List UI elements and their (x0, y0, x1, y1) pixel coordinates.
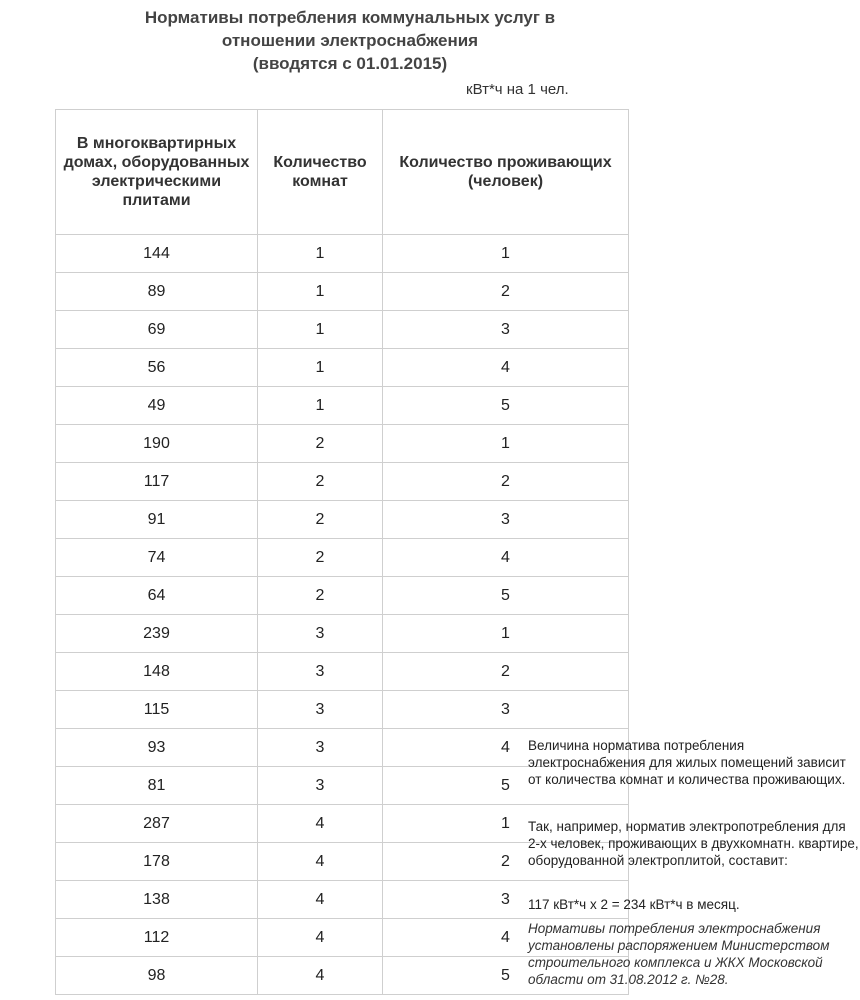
cell-rooms: 4 (258, 919, 383, 957)
cell-residents: 2 (383, 653, 629, 691)
cell-rooms: 2 (258, 425, 383, 463)
cell-residents: 3 (383, 501, 629, 539)
cell-residents: 4 (383, 729, 629, 767)
cell-residents: 3 (383, 691, 629, 729)
header-residents: Количество проживающих (человек) (383, 110, 629, 235)
cell-rooms: 1 (258, 273, 383, 311)
cell-consumption: 98 (56, 957, 258, 995)
cell-rooms: 4 (258, 805, 383, 843)
cell-consumption: 74 (56, 539, 258, 577)
table-row (56, 463, 629, 501)
cell-residents: 2 (383, 463, 629, 501)
cell-consumption: 115 (56, 691, 258, 729)
cell-rooms: 1 (258, 387, 383, 425)
cell-residents: 1 (383, 805, 629, 843)
cell-residents: 5 (383, 577, 629, 615)
cell-consumption: 239 (56, 615, 258, 653)
table-row (56, 273, 629, 311)
table-row (56, 653, 629, 691)
note-legal-source: Нормативы потребления электроснабжения установлены распоряжением Министерством строительного комплекса и ЖКХ Московской области от 31.08.2012 г. №28. (528, 921, 830, 987)
cell-rooms: 3 (258, 615, 383, 653)
table-row (56, 539, 629, 577)
cell-rooms: 3 (258, 691, 383, 729)
cell-consumption: 287 (56, 805, 258, 843)
title-line-2: отношении электроснабжения (221, 31, 479, 50)
cell-consumption: 69 (56, 311, 258, 349)
table-row (56, 387, 629, 425)
cell-consumption: 81 (56, 767, 258, 805)
cell-residents: 2 (383, 273, 629, 311)
cell-rooms: 4 (258, 957, 383, 995)
cell-consumption: 93 (56, 729, 258, 767)
cell-rooms: 4 (258, 881, 383, 919)
title-line-3: (вводятся с 01.01.2015) (252, 54, 448, 73)
document-title (60, 6, 640, 75)
cell-consumption: 89 (56, 273, 258, 311)
cell-consumption: 64 (56, 577, 258, 615)
cell-residents: 4 (383, 349, 629, 387)
cell-residents: 5 (383, 957, 629, 995)
table-row (56, 577, 629, 615)
table-row (56, 501, 629, 539)
cell-consumption: 144 (56, 235, 258, 273)
cell-consumption: 190 (56, 425, 258, 463)
table-row (56, 691, 629, 729)
cell-consumption: 178 (56, 843, 258, 881)
title-line-1: Нормативы потребления коммунальных услуг в (144, 8, 556, 27)
cell-consumption: 91 (56, 501, 258, 539)
cell-residents: 2 (383, 843, 629, 881)
table-row (56, 615, 629, 653)
cell-rooms: 2 (258, 577, 383, 615)
cell-consumption: 138 (56, 881, 258, 919)
note-calculation: 117 кВт*ч x 2 = 234 кВт*ч в месяц. (528, 897, 740, 912)
cell-rooms: 1 (258, 311, 383, 349)
table-row (56, 311, 629, 349)
header-consumption: В многоквартирных домах, оборудованных электрическими плитами (56, 110, 258, 235)
cell-residents: 4 (383, 919, 629, 957)
cell-consumption: 148 (56, 653, 258, 691)
table-row (56, 349, 629, 387)
cell-rooms: 4 (258, 843, 383, 881)
cell-residents: 3 (383, 881, 629, 919)
cell-rooms: 2 (258, 501, 383, 539)
cell-residents: 5 (383, 767, 629, 805)
cell-consumption: 49 (56, 387, 258, 425)
note-example-intro: Так, например, норматив электропотребления для 2-х человек, проживающих в двухкомнатн. квартире, оборудованной электроплитой, составит: (528, 819, 859, 868)
cell-consumption: 117 (56, 463, 258, 501)
header-rooms: Количество комнат (258, 110, 383, 235)
cell-rooms: 3 (258, 653, 383, 691)
cell-rooms: 2 (258, 463, 383, 501)
table-row (56, 235, 629, 273)
cell-consumption: 56 (56, 349, 258, 387)
cell-rooms: 3 (258, 767, 383, 805)
unit-label: кВт*ч на 1 чел. (466, 81, 569, 98)
cell-residents: 1 (383, 615, 629, 653)
table-header-row (56, 110, 629, 235)
cell-residents: 5 (383, 387, 629, 425)
cell-rooms: 1 (258, 349, 383, 387)
cell-rooms: 2 (258, 539, 383, 577)
cell-rooms: 3 (258, 729, 383, 767)
cell-residents: 4 (383, 539, 629, 577)
cell-rooms: 1 (258, 235, 383, 273)
note-dependence: Величина норматива потребления электроснабжения для жилых помещений зависит от количества комнат и количества проживающих. (528, 738, 846, 787)
table-row (56, 425, 629, 463)
cell-residents: 1 (383, 425, 629, 463)
cell-consumption: 112 (56, 919, 258, 957)
cell-residents: 1 (383, 235, 629, 273)
cell-residents: 3 (383, 311, 629, 349)
